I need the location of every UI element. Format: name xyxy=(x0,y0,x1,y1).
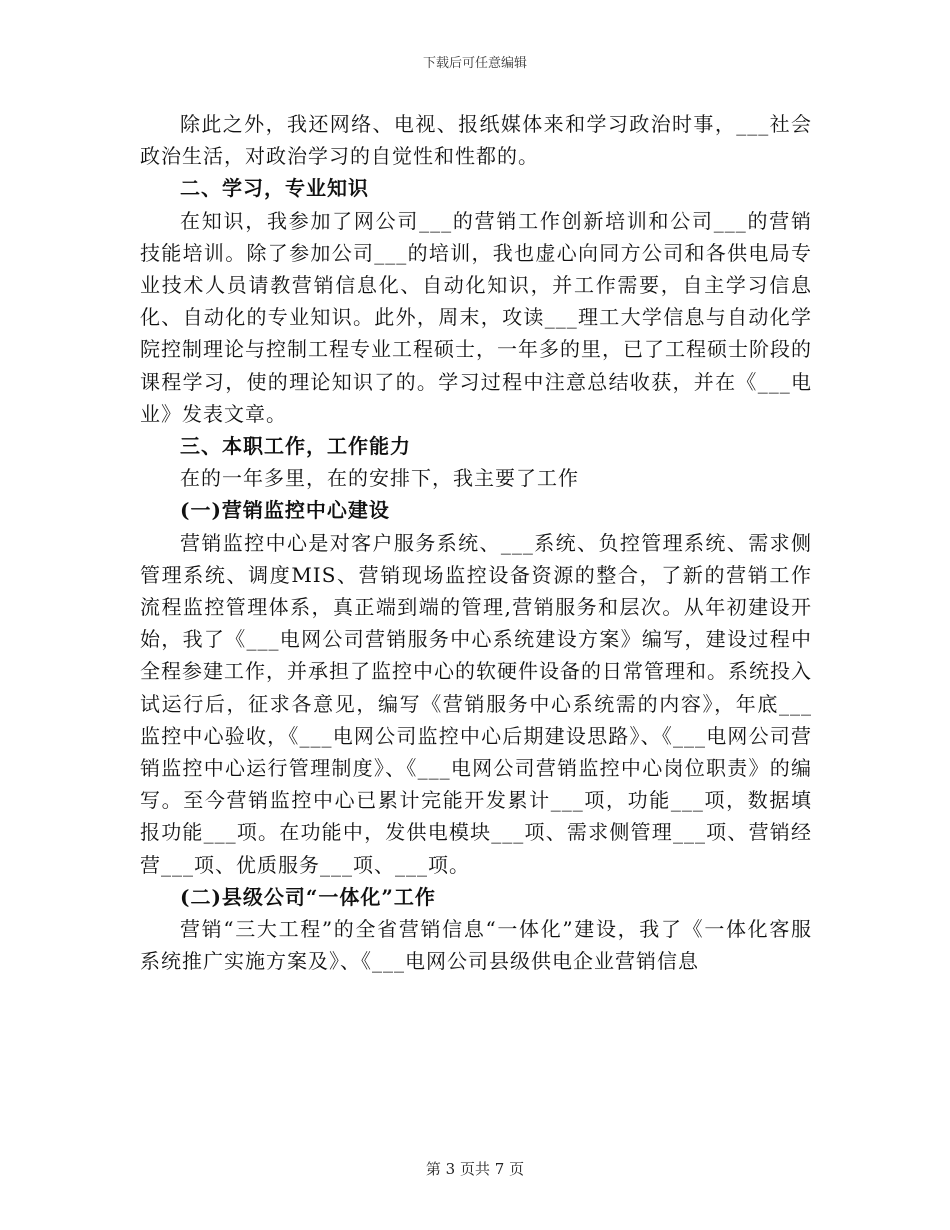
paragraph: 在的一年多里，在的安排下，我主要了工作 xyxy=(180,466,579,491)
paragraph: 除此之外，我还网络、电视、报纸媒体来和学习政治时事，___社会政治生活，对政治学习的自觉性和性都的。 xyxy=(140,112,812,169)
page-footer: 第 3 页共 7 页 xyxy=(425,1160,525,1178)
paragraph: 营销“三大工程”的全省营销信息“一体化”建设，我了《一体化客服系统推广实施方案及》、《___电网公司县级供电企业营销信息 xyxy=(140,917,812,974)
subsection-heading: (二)县级公司“一体化”工作 xyxy=(180,884,436,909)
section-heading: 二、学习，专业知识 xyxy=(180,176,369,201)
page-header: 下载后可任意编辑 xyxy=(422,56,527,71)
paragraph: 在知识，我参加了网公司___的营销工作创新培训和公司___的营销技能培训。除了参加公司___的培训，我也虚心向同方公司和各供电局专业技术人员请教营销信息化、自动化知识，并工作需要，自主学习信息化、自动化的专业知识。此外，周末，攻读___理工大学信息与自动化学院控制理论与控制工程专业工程硕士，一年多的里，已了工程硕士阶段的课程学习，使的理论知识了的。学习过程中注意总结收获，并在《___电业》发表文章。 xyxy=(140,208,812,426)
section-heading: 三、本职工作，工作能力 xyxy=(180,434,411,459)
paragraph: 营销监控中心是对客户服务系统、___系统、负控管理系统、需求侧管理系统、调度MIS、营销现场监控设备资源的整合，了新的营销工作流程监控管理体系，真正端到端的管理,营销服务和层次。从年初建设开始，我了《___电网公司营销服务中心系统建设方案》编写，建设过程中全程参建工作，并承担了监控中心的软硬件设备的日常管理和。系统投入试运行后，征求各意见，编写《营销服务中心系统需的内容》，年底___监控中心验收，《___电网公司监控中心后期建设思路》、《___电网公司营销监控中心运行管理制度》、《___电网公司营销监控中心岗位职责》的编写。至今营销监控中心已累计完能开发累计___项，功能___项，数据填报功能___项。在功能中，发供电模块___项、需求侧管理___项、营销经营___项、优质服务___项、___项。 xyxy=(140,530,812,877)
subsection-heading: (一)营销监控中心建设 xyxy=(180,498,390,523)
document-body xyxy=(140,108,812,977)
